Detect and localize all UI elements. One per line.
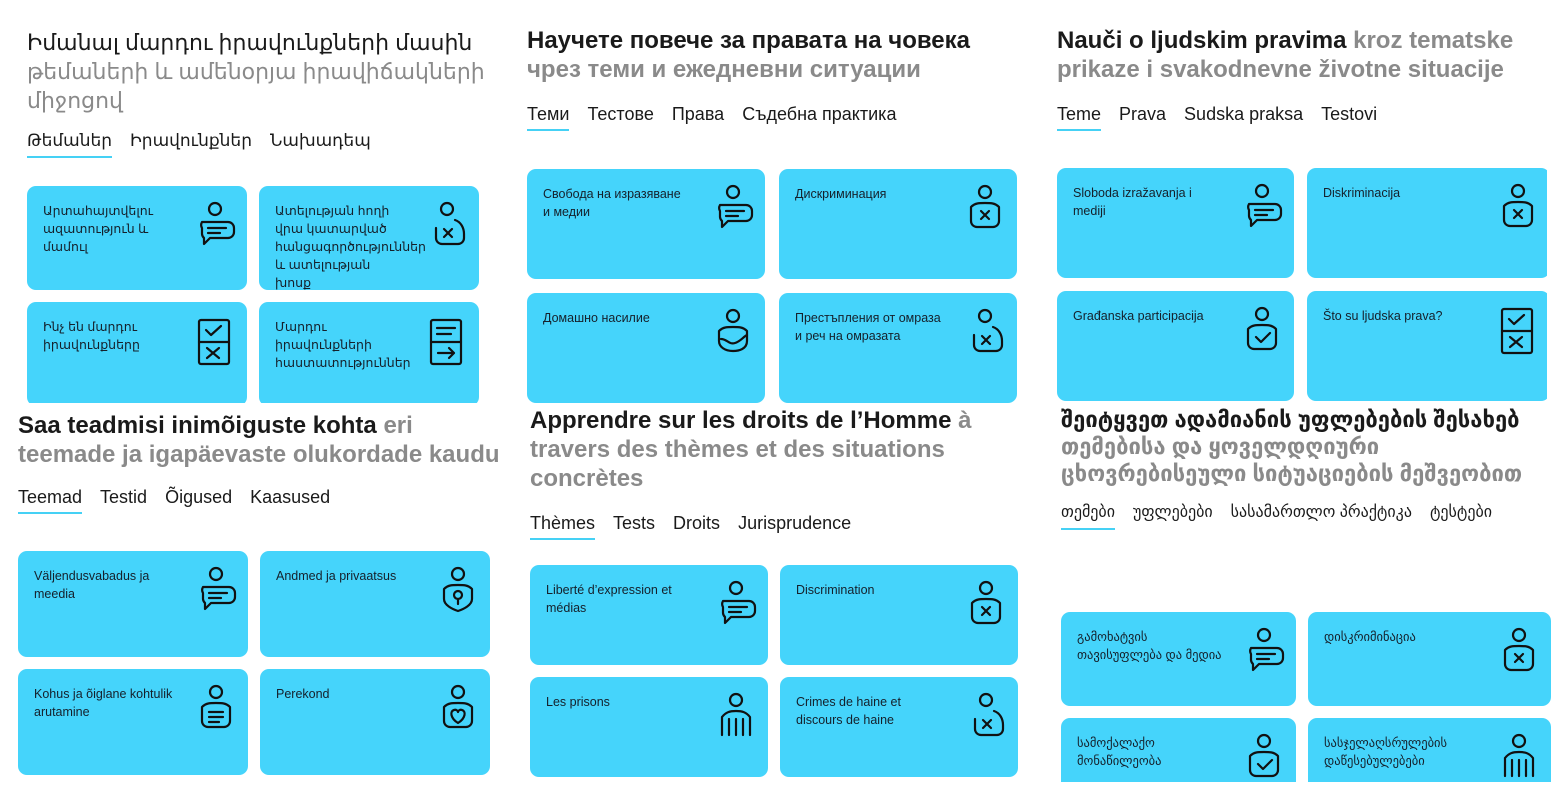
heading-strong: Nauči o ljudskim pravima bbox=[1057, 27, 1347, 54]
person-heart-icon bbox=[436, 683, 480, 739]
topic-card[interactable] bbox=[1308, 718, 1551, 782]
topic-card[interactable] bbox=[527, 169, 765, 279]
topic-card-label: Perekond bbox=[276, 687, 330, 701]
topic-card[interactable] bbox=[18, 551, 248, 657]
document-arrow-icon bbox=[425, 316, 469, 372]
speech-person-icon bbox=[194, 565, 238, 621]
topic-card[interactable] bbox=[779, 293, 1017, 403]
topic-card-label: Što su ljudska prava? bbox=[1323, 309, 1443, 323]
tab-bar bbox=[530, 511, 1022, 540]
tab-case-law[interactable]: Съдебна практика bbox=[742, 104, 897, 124]
person-box-x-icon bbox=[1497, 626, 1541, 682]
panel-heading bbox=[1057, 26, 1547, 84]
panel-heading bbox=[527, 26, 1027, 84]
topic-card[interactable] bbox=[780, 677, 1018, 777]
topic-card-label: Andmed ja privaatsus bbox=[276, 569, 397, 583]
topic-card-label: Sloboda izražavanja i mediji bbox=[1073, 186, 1192, 218]
panel-estonian bbox=[18, 411, 500, 781]
person-check-icon bbox=[1242, 732, 1286, 782]
topic-card-label: სასჯელაღსრულების დაწესებულებები bbox=[1324, 736, 1448, 768]
topic-card-label: Արտահայտվելու ազատություն և մամուլ bbox=[43, 204, 154, 254]
topic-card[interactable] bbox=[779, 169, 1017, 279]
topic-cards bbox=[527, 169, 1017, 403]
topic-card-label: Ինչ են մարդու իրավունքները bbox=[43, 320, 140, 352]
tab-rights[interactable]: Права bbox=[671, 104, 725, 124]
tab-bar bbox=[527, 102, 1027, 131]
topic-card-label: გამოხატვის თავისუფლება და მედია bbox=[1077, 630, 1222, 662]
topic-card[interactable] bbox=[18, 669, 248, 775]
tab-topics[interactable]: Թեմաներ bbox=[27, 129, 112, 158]
speech-person-icon bbox=[714, 579, 758, 635]
topic-card[interactable] bbox=[1061, 612, 1296, 706]
panel-heading bbox=[18, 411, 500, 469]
person-x-icon bbox=[425, 200, 469, 256]
topic-card-label: Свобода на изразяване и медии bbox=[543, 187, 681, 219]
topic-cards bbox=[1061, 612, 1551, 782]
topic-card[interactable] bbox=[260, 551, 490, 657]
checkbox-x-icon bbox=[193, 316, 237, 372]
tab-bar bbox=[27, 129, 517, 158]
topic-card-label: Discrimination bbox=[796, 583, 875, 597]
tab-tests[interactable]: Тестове bbox=[587, 104, 654, 124]
topic-card-label: დისკრიმინაცია bbox=[1324, 630, 1416, 644]
tab-topics[interactable]: Teme bbox=[1057, 102, 1101, 131]
topic-card-label: Diskriminacija bbox=[1323, 186, 1401, 200]
panel-armenian bbox=[27, 28, 517, 403]
topic-card-label: Građanska participacija bbox=[1073, 309, 1204, 323]
person-x-icon bbox=[964, 691, 1008, 747]
person-lines-icon bbox=[194, 683, 238, 739]
person-box-x-icon bbox=[963, 183, 1007, 239]
tab-tests[interactable]: ტესტები bbox=[1429, 504, 1493, 521]
heading-strong: Научете повече за правата на човека bbox=[527, 27, 970, 54]
person-box-x-icon bbox=[964, 579, 1008, 635]
heading-muted: eri teemade ja igapäevaste olukordade kaudu bbox=[18, 412, 500, 468]
tab-tests[interactable]: Testid bbox=[100, 487, 148, 507]
person-bars-icon bbox=[1497, 732, 1541, 782]
tab-bar bbox=[1061, 501, 1553, 530]
topic-card[interactable] bbox=[530, 677, 768, 777]
tab-rights[interactable]: Իրավունքներ bbox=[130, 131, 252, 150]
topic-cards bbox=[1057, 168, 1547, 401]
person-x-icon bbox=[963, 307, 1007, 363]
topic-card-label: Домашно насилие bbox=[543, 311, 650, 325]
topic-card[interactable] bbox=[527, 293, 765, 403]
topic-card-label: სამოქალაქო მონაწილეობა bbox=[1077, 736, 1162, 768]
panel-bulgarian bbox=[527, 26, 1027, 404]
person-check-icon bbox=[1240, 305, 1284, 361]
person-lock-icon bbox=[436, 565, 480, 621]
tab-topics[interactable]: Thèmes bbox=[530, 511, 595, 540]
heading-muted: թեմաների և ամենօրյա իրավիճակների միջոցով bbox=[27, 59, 491, 113]
topic-card[interactable] bbox=[260, 669, 490, 775]
tab-tests[interactable]: Tests bbox=[613, 513, 656, 533]
heading-muted: à travers des thèmes et des situations concrètes bbox=[530, 407, 972, 492]
topic-card-label: Kohus ja õiglane kohtulik arutamine bbox=[34, 687, 173, 719]
tab-bar bbox=[1057, 102, 1547, 131]
topic-card[interactable] bbox=[1057, 168, 1294, 278]
tab-case-law[interactable]: Sudska praksa bbox=[1184, 104, 1304, 124]
topic-card[interactable] bbox=[1307, 291, 1547, 401]
topic-card-label: Les prisons bbox=[546, 695, 610, 709]
topic-card-label: Liberté d’expression et médias bbox=[546, 583, 672, 615]
topic-card[interactable] bbox=[259, 186, 479, 290]
speech-person-icon bbox=[193, 200, 237, 256]
speech-person-icon bbox=[711, 183, 755, 239]
tab-tests[interactable]: Testovi bbox=[1321, 104, 1378, 124]
topic-card[interactable] bbox=[780, 565, 1018, 665]
heading-strong: Իմանալ մարդու իրավունքների մասին bbox=[27, 30, 473, 55]
speech-person-icon bbox=[1240, 182, 1284, 238]
topic-card-label: Ատելության հողի վրա կատարված հանցագործություններ և ատելության խոսք bbox=[275, 204, 426, 290]
topic-card[interactable] bbox=[27, 186, 247, 290]
topic-card[interactable] bbox=[1061, 718, 1296, 782]
tab-rights[interactable]: Droits bbox=[673, 513, 721, 533]
topic-card-label: Престъпления от омраза и реч на омразата bbox=[795, 311, 941, 343]
tab-rights[interactable]: Prava bbox=[1119, 104, 1167, 124]
person-wave-icon bbox=[711, 307, 755, 363]
tab-case-law[interactable]: სასამართლო პრაქტიკა bbox=[1230, 504, 1412, 521]
topic-cards bbox=[18, 551, 490, 775]
topic-card[interactable] bbox=[27, 302, 247, 403]
tab-case-law[interactable]: Kaasused bbox=[250, 487, 331, 507]
topic-card[interactable] bbox=[530, 565, 768, 665]
topic-card[interactable] bbox=[1057, 291, 1294, 401]
tab-case-law[interactable]: Նախադեպ bbox=[269, 131, 371, 150]
tab-rights[interactable]: უფლებები bbox=[1132, 504, 1213, 521]
heading-strong: Saa teadmisi inimõiguste kohta bbox=[18, 412, 377, 439]
panel-croatian bbox=[1057, 26, 1547, 404]
topic-card-label: Дискриминация bbox=[795, 187, 887, 201]
heading-muted: kroz tematske prikaze i svakodnevne životne situacije bbox=[1057, 27, 1514, 83]
checkbox-x-icon bbox=[1496, 305, 1540, 361]
topic-cards bbox=[530, 565, 1018, 777]
heading-muted: თემებისა და ყოველდღიური ცხოვრებისეული სიტუაციების მეშვეობით bbox=[1061, 434, 1523, 486]
panel-french bbox=[530, 406, 1022, 788]
topic-card-label: Väljendusvabadus ja meedia bbox=[34, 569, 150, 601]
topic-cards bbox=[27, 186, 479, 403]
tab-bar bbox=[18, 485, 500, 514]
tab-topics[interactable]: თემები bbox=[1061, 501, 1115, 530]
heading-muted: чрез теми и ежедневни ситуации bbox=[527, 56, 921, 83]
topic-card[interactable] bbox=[1308, 612, 1551, 706]
panel-georgian bbox=[1061, 406, 1553, 782]
panel-heading bbox=[27, 28, 517, 115]
person-bars-icon bbox=[714, 691, 758, 747]
speech-person-icon bbox=[1242, 626, 1286, 682]
heading-strong: Apprendre sur les droits de l’Homme bbox=[530, 407, 952, 434]
topic-card-label: Crimes de haine et discours de haine bbox=[796, 695, 901, 727]
panel-heading bbox=[530, 406, 1022, 493]
topic-card-label: Մարդու իրավունքների հաստատություններ bbox=[275, 320, 411, 370]
tab-topics[interactable]: Теми bbox=[527, 102, 569, 131]
tab-topics[interactable]: Teemad bbox=[18, 485, 82, 514]
topic-card[interactable] bbox=[259, 302, 479, 403]
panel-heading bbox=[1061, 406, 1553, 487]
topic-card[interactable] bbox=[1307, 168, 1547, 278]
heading-strong: შეიტყვეთ ადამიანის უფლებების შესახებ bbox=[1061, 407, 1520, 432]
person-box-x-icon bbox=[1496, 182, 1540, 238]
tab-case-law[interactable]: Jurisprudence bbox=[738, 513, 852, 533]
tab-rights[interactable]: Õigused bbox=[165, 487, 233, 507]
